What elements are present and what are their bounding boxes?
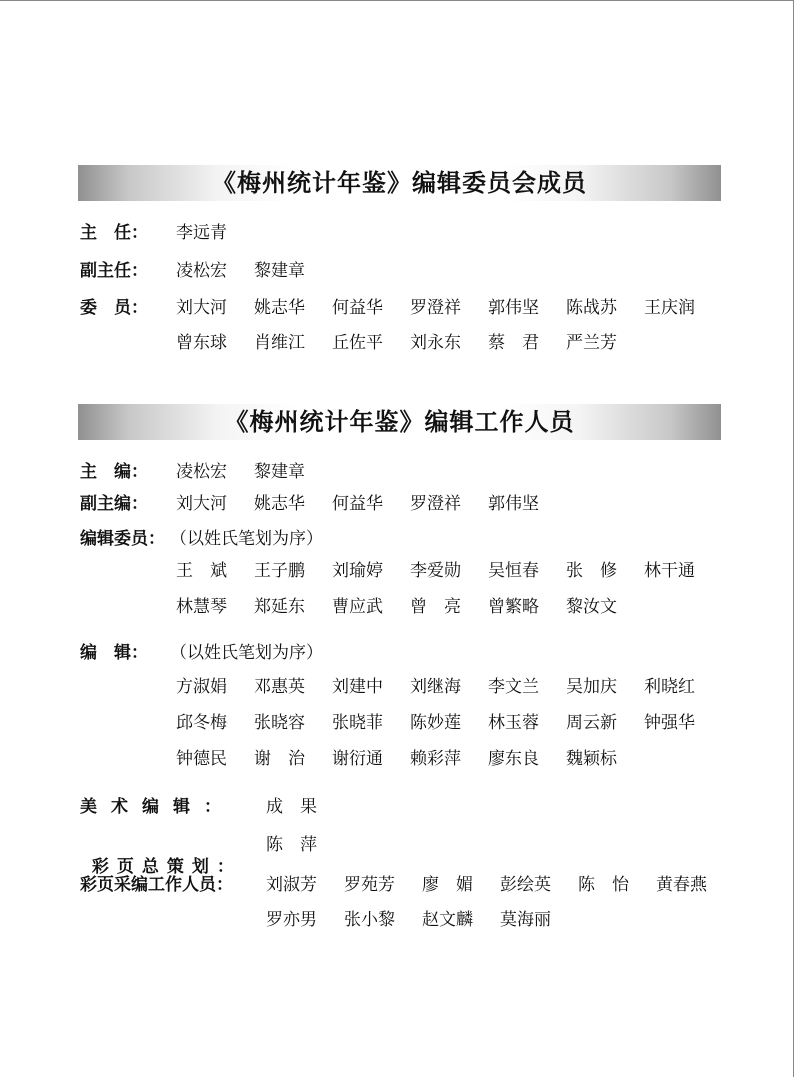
color-planner-row bbox=[266, 834, 317, 856]
person-name: 曹应武 bbox=[332, 597, 383, 617]
editorial-board-row-1 bbox=[176, 560, 722, 582]
person-name: 张晓菲 bbox=[332, 713, 383, 733]
person-name: 李爱勋 bbox=[410, 561, 461, 581]
deputy-director-row bbox=[176, 260, 332, 282]
person-name: 刘永东 bbox=[410, 333, 461, 353]
person-name: 罗澄祥 bbox=[410, 494, 461, 514]
person-name: 罗亦男 bbox=[266, 910, 317, 930]
members-row-2 bbox=[176, 332, 644, 354]
person-name: 陈战苏 bbox=[566, 298, 617, 318]
editors-row-1 bbox=[176, 676, 722, 698]
person-name: 钟强华 bbox=[644, 713, 695, 733]
person-name: 肖维江 bbox=[254, 333, 305, 353]
person-name: 丘佐平 bbox=[332, 333, 383, 353]
person-name: 周云新 bbox=[566, 713, 617, 733]
committee-title: 《梅州统计年鉴》编辑委员会成员 bbox=[212, 169, 587, 197]
person-name: 魏颖标 bbox=[566, 749, 617, 769]
editors-row-2 bbox=[176, 712, 722, 734]
page-border-top bbox=[0, 0, 793, 1]
color-staff-row-1 bbox=[266, 874, 734, 896]
chief-editor-label: 主 编： bbox=[80, 462, 148, 482]
art-editor-row bbox=[266, 796, 317, 818]
person-name: 陈 怡 bbox=[578, 875, 629, 895]
person-name: 曾 亮 bbox=[410, 597, 461, 617]
person-name: 林慧琴 bbox=[176, 597, 227, 617]
person-name: 严兰芳 bbox=[566, 333, 617, 353]
person-name: 曾繁略 bbox=[488, 597, 539, 617]
person-name: 吴恒春 bbox=[488, 561, 539, 581]
person-name: 姚志华 bbox=[254, 494, 305, 514]
editorial-board-label: 编辑委员： bbox=[80, 529, 165, 549]
person-name: 黎汝文 bbox=[566, 597, 617, 617]
staff-title: 《梅州统计年鉴》编辑工作人员 bbox=[224, 408, 575, 436]
person-name: 罗澄祥 bbox=[410, 298, 461, 318]
person-name: 李文兰 bbox=[488, 677, 539, 697]
person-name: 林干通 bbox=[644, 561, 695, 581]
members-label: 委 员： bbox=[80, 298, 148, 318]
color-planner-label-text: 彩页总策划： bbox=[91, 857, 242, 877]
person-name: 刘淑芳 bbox=[266, 875, 317, 895]
person-name: 邱冬梅 bbox=[176, 713, 227, 733]
members-row-1 bbox=[176, 297, 722, 319]
person-name: 王 斌 bbox=[176, 561, 227, 581]
person-name: 吴加庆 bbox=[566, 677, 617, 697]
person-name: 黎建章 bbox=[254, 261, 305, 281]
color-staff-label: 彩页采编工作人员： bbox=[80, 875, 233, 895]
person-name: 谢衍通 bbox=[332, 749, 383, 769]
staff-title-banner bbox=[78, 404, 721, 440]
person-name: 黄春燕 bbox=[656, 875, 707, 895]
person-name: 赖彩萍 bbox=[410, 749, 461, 769]
person-name: 张 修 bbox=[566, 561, 617, 581]
person-name: 彭绘英 bbox=[500, 875, 551, 895]
person-name: 廖东良 bbox=[488, 749, 539, 769]
person-name: 凌松宏 bbox=[176, 462, 227, 482]
committee-title-banner bbox=[78, 165, 721, 201]
person-name: 方淑娟 bbox=[176, 677, 227, 697]
person-name: 廖 媚 bbox=[422, 875, 473, 895]
person-name: 刘继海 bbox=[410, 677, 461, 697]
person-name: 刘瑜婷 bbox=[332, 561, 383, 581]
person-name: 何益华 bbox=[332, 298, 383, 318]
person-name: 郑延东 bbox=[254, 597, 305, 617]
person-name: 林玉蓉 bbox=[488, 713, 539, 733]
chief-editor-row bbox=[176, 461, 332, 483]
person-name: 陈妙莲 bbox=[410, 713, 461, 733]
person-name: 罗苑芳 bbox=[344, 875, 395, 895]
person-name: 刘大河 bbox=[176, 298, 227, 318]
person-name: 张小黎 bbox=[344, 910, 395, 930]
person-name: 刘大河 bbox=[176, 494, 227, 514]
director-name: 李远青 bbox=[176, 223, 227, 243]
person-name: 凌松宏 bbox=[176, 261, 227, 281]
person-name: 邓惠英 bbox=[254, 677, 305, 697]
person-name: 张晓容 bbox=[254, 713, 305, 733]
director-label: 主 任： bbox=[80, 223, 148, 243]
editorial-board-row-2 bbox=[176, 596, 644, 618]
art-editor-name: 成 果 bbox=[266, 797, 317, 817]
color-planner-label bbox=[80, 834, 242, 878]
editors-label: 编 辑： bbox=[80, 643, 148, 663]
deputy-director-label: 副主任： bbox=[80, 261, 148, 281]
person-name: 赵文麟 bbox=[422, 910, 473, 930]
person-name: 姚志华 bbox=[254, 298, 305, 318]
person-name: 莫海丽 bbox=[500, 910, 551, 930]
art-editor-label bbox=[80, 796, 256, 818]
color-planner-name: 陈 萍 bbox=[266, 835, 317, 855]
person-name: 郭伟坚 bbox=[488, 494, 539, 514]
editorial-board-note: （以姓氏笔划为序） bbox=[170, 529, 323, 549]
person-name: 王庆润 bbox=[644, 298, 695, 318]
person-name: 郭伟坚 bbox=[488, 298, 539, 318]
director-row bbox=[176, 222, 227, 244]
editors-note: （以姓氏笔划为序） bbox=[170, 643, 323, 663]
deputy-editor-row bbox=[176, 493, 566, 515]
person-name: 黎建章 bbox=[254, 462, 305, 482]
person-name: 利晓红 bbox=[644, 677, 695, 697]
person-name: 曾东球 bbox=[176, 333, 227, 353]
art-editor-label-text: 美术编辑： bbox=[80, 797, 235, 817]
deputy-editor-label: 副主编： bbox=[80, 494, 148, 514]
editors-row-3 bbox=[176, 748, 644, 770]
person-name: 谢 治 bbox=[254, 749, 305, 769]
person-name: 王子鹏 bbox=[254, 561, 305, 581]
person-name: 蔡 君 bbox=[488, 333, 539, 353]
color-staff-row-2 bbox=[266, 909, 578, 931]
person-name: 钟德民 bbox=[176, 749, 227, 769]
person-name: 何益华 bbox=[332, 494, 383, 514]
person-name: 刘建中 bbox=[332, 677, 383, 697]
